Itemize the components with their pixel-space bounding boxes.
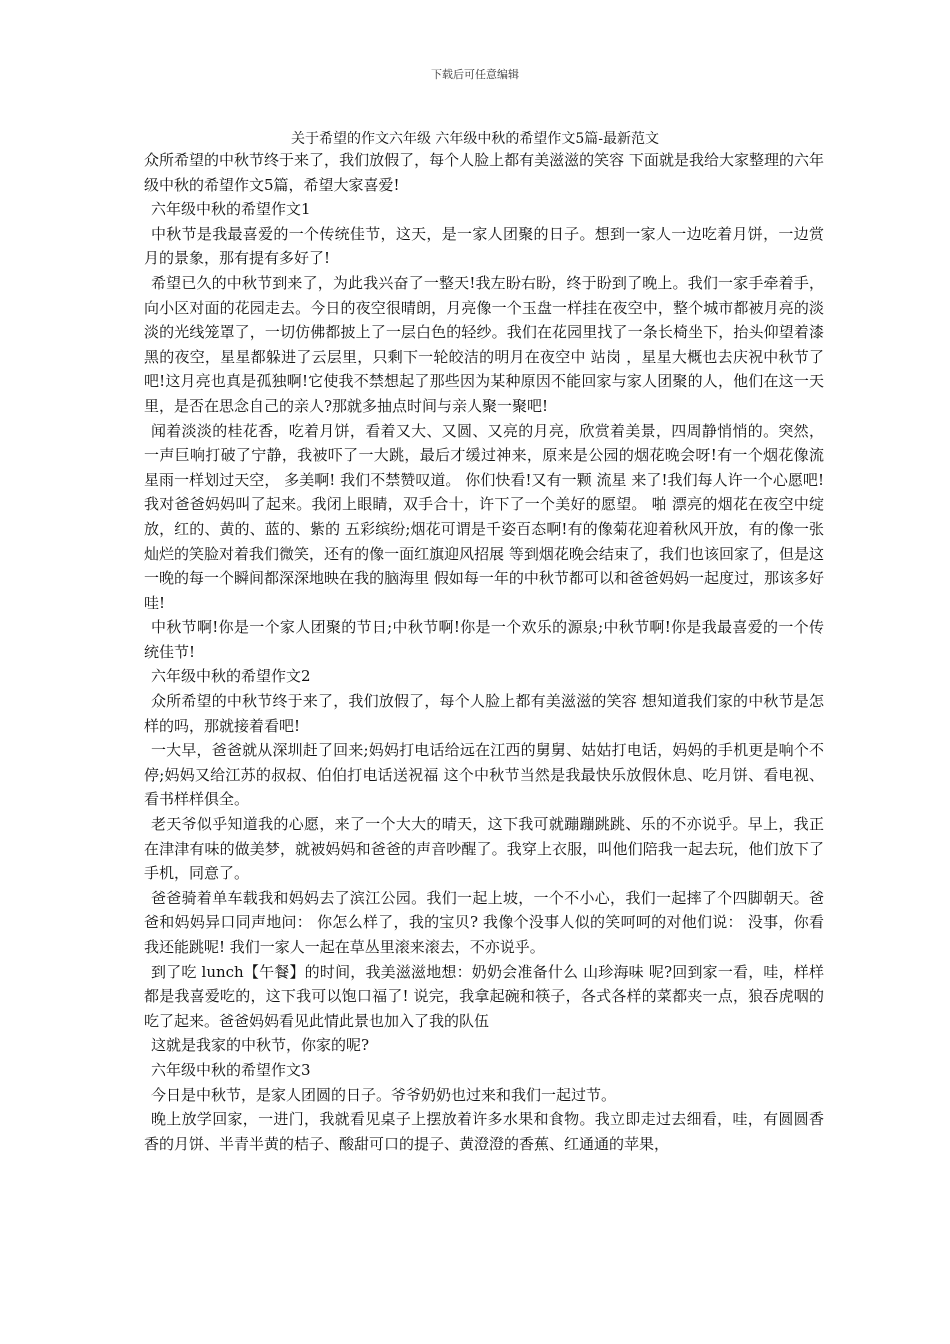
paragraph: 今日是中秋节，是家人团圆的日子。爷爷奶奶也过来和我们一起过节。 xyxy=(151,1085,617,1104)
paragraph: 众所希望的中秋节终于来了，我们放假了，每个人脸上都有美滋滋的笑容 想知道我们家的中秋节是怎样的吗，那就接着看吧! xyxy=(144,692,824,735)
paragraph: 中秋节是我最喜爱的一个传统佳节，这天，是一家人团聚的日子。想到一家人一边吃着月饼，一边赏月的景象，那有提有多好了! xyxy=(144,224,824,268)
paragraph: 晚上放学回家，一进门，我就看见桌子上摆放着许多水果和食物。我立即走过去细看，哇，有圆圆香香的月饼、半青半黄的桔子、酸甜可口的提子、黄澄澄的香蕉、红通通的苹果， xyxy=(144,1110,824,1153)
paragraph: 这就是我家的中秋节，你家的呢? xyxy=(151,1036,370,1055)
section-heading-1: 六年级中秋的希望作文1 xyxy=(151,200,311,219)
paragraph: 到了吃 lunch【午餐】的时间，我美滋滋地想：奶奶会准备什么 山珍海味 呢?回到家一看，哇，样样都是我喜爱吃的，这下我可以饱口福了! 说完，我拿起碗和筷子，各式各样的菜都夹一点，狼吞虎咽的吃了起来。爸爸妈妈看见此情此景也加入了我的队伍 xyxy=(144,962,824,1030)
intro-paragraph: 众所希望的中秋节终于来了，我们放假了，每个人脸上都有美滋滋的笑容 下面就是我给大家整理的六年级中秋的希望作文5篇，希望大家喜爱! xyxy=(144,151,824,194)
paragraph: 一大早，爸爸就从深圳赶了回来;妈妈打电话给远在江西的舅舅、姑姑打电话，妈妈的手机更是响个不停;妈妈又给江苏的叔叔、伯伯打电话送祝福 这个中秋节当然是我最快乐放假休息、吃月饼、看电视、看书样样俱全。 xyxy=(144,741,824,809)
paragraph: 中秋节啊!你是一个家人团聚的节日;中秋节啊!你是一个欢乐的源泉;中秋节啊!你是我最喜爱的一个传统佳节! xyxy=(144,618,824,661)
section-heading-3: 六年级中秋的希望作文3 xyxy=(151,1060,311,1079)
paragraph: 爸爸骑着单车载我和妈妈去了滨江公园。我们一起上坡，一个不小心，我们一起摔了个四脚朝天。爸爸和妈妈异口同声地问： 你怎么样了，我的宝贝? 我像个没事人似的笑呵呵的对他们说： 没事，你看我还能跳呢! 我们一家人一起在草丛里滚来滚去，不亦说乎。 xyxy=(144,888,824,956)
document-body xyxy=(144,148,824,1156)
section-heading-2: 六年级中秋的希望作文2 xyxy=(151,667,311,686)
paragraph: 老天爷似乎知道我的心愿，来了一个大大的晴天，这下我可就蹦蹦跳跳、乐的不亦说乎。早上，我正在津津有味的做美梦，就被妈妈和爸爸的声音吵醒了。我穿上衣服，叫他们陪我一起去玩，他们放下了手机，同意了。 xyxy=(144,815,824,883)
header-note: 下载后可任意编辑 xyxy=(431,68,519,81)
document-title: 关于希望的作文六年级 六年级中秋的希望作文5篇-最新范文 xyxy=(290,131,660,147)
paragraph: 闻着淡淡的桂花香，吃着月饼，看着又大、又圆、又亮的月亮，欣赏着美景，四周静悄悄的。突然，一声巨响打破了宁静，我被吓了一大跳，最后才缓过神来，原来是公园的烟花晚会呀!有一个烟花像流星雨一样划过天空， 多美啊! 我们不禁赞叹道。 你们快看!又有一颗 流星 来了!我们每人许一个心愿吧! 我对爸爸妈妈叫了起来。我闭上眼睛，双手合十，许下了一个美好的愿望。 啪 漂亮的烟花在夜空中绽放，红的、黄的、蓝的、紫的 五彩缤纷;烟花可谓是千姿百态啊!有的像菊花迎着秋风开放，有的像一张灿烂的笑脸对着我们微笑，还有的像一面红旗迎风招展 等到烟花晚会结束了，我们也该回家了，但是这一晚的每一个瞬间都深深地映在我的脑海里 假如每一年的中秋节都可以和爸爸妈妈一起度过，那该多好哇! xyxy=(144,421,824,612)
paragraph: 希望已久的中秋节到来了，为此我兴奋了一整天!我左盼右盼，终于盼到了晚上。我们一家手牵着手，向小区对面的花园走去。今日的夜空很晴朗，月亮像一个玉盘一样挂在夜空中，整个城市都被月亮的淡淡的光线笼罩了，一切仿佛都披上了一层白色的轻纱。我们在花园里找了一条长椅坐下，抬头仰望着漆黑的夜空，星星都躲进了云层里，只剩下一轮皎洁的明月在夜空中 站岗 ，星星大概也去庆祝中秋节了吧!这月亮也真是孤独啊!它使我不禁想起了那些因为某种原因不能回家与家人团聚的人，他们在这一天里，是否在思念自己的亲人?那就多抽点时间与亲人聚一聚吧! xyxy=(144,273,824,415)
